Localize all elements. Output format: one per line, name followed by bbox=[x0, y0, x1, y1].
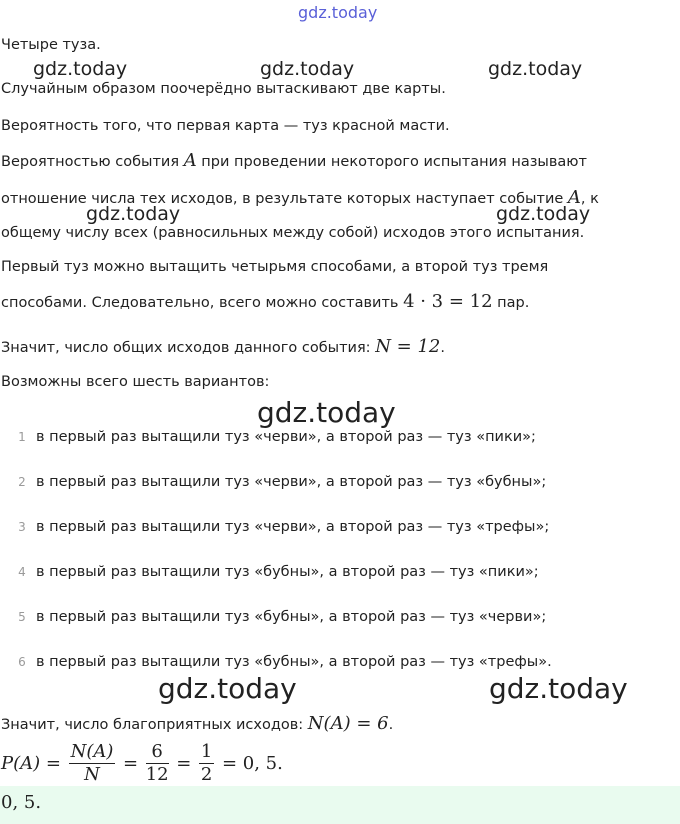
list-item-text: в первый раз вытащили туз «бубны», а второй раз — туз «пики»; bbox=[36, 564, 539, 580]
text-line bbox=[1, 150, 587, 171]
watermark: gdz.today bbox=[260, 58, 355, 80]
text-line: Вероятность того, что первая карта — туз красной масти. bbox=[1, 118, 450, 134]
probability-formula bbox=[1, 741, 283, 786]
text-line bbox=[1, 291, 529, 312]
math-expression: N = 12 bbox=[375, 336, 441, 357]
list-item bbox=[16, 429, 536, 445]
fraction-numerator: N(A) bbox=[70, 741, 114, 762]
list-number: 4 bbox=[18, 565, 26, 579]
list-number: 2 bbox=[18, 475, 26, 489]
watermark: gdz.today bbox=[298, 3, 378, 22]
text-line: Возможны всего шесть вариантов: bbox=[1, 374, 270, 390]
text-line: Первый туз можно вытащить четырьмя способами, а второй туз тремя bbox=[1, 259, 549, 275]
text-fragment: . bbox=[440, 340, 445, 356]
list-item-text: в первый раз вытащили туз «черви», а второй раз — туз «пики»; bbox=[36, 429, 536, 445]
watermark: gdz.today bbox=[257, 396, 396, 429]
list-number: 3 bbox=[18, 520, 26, 534]
text-fragment: способами. Следовательно, всего можно составить bbox=[1, 295, 404, 311]
watermark: gdz.today bbox=[496, 203, 591, 225]
text-fragment: отношение числа тех исходов, в результате которых наступает событие bbox=[1, 191, 568, 207]
watermark: gdz.today bbox=[489, 672, 628, 705]
list-item-text: в первый раз вытащили туз «черви», а второй раз — туз «трефы»; bbox=[36, 519, 550, 535]
list-item bbox=[16, 519, 549, 535]
fraction-denominator: 2 bbox=[200, 764, 213, 785]
list-number: 5 bbox=[18, 610, 26, 624]
watermark: gdz.today bbox=[86, 203, 181, 225]
list-item-text: в первый раз вытащили туз «бубны», а второй раз — туз «трефы». bbox=[36, 654, 552, 670]
list-item-text: в первый раз вытащили туз «черви», а второй раз — туз «бубны»; bbox=[36, 474, 547, 490]
text-fragment: Значит, число благоприятных исходов: bbox=[1, 717, 308, 733]
math-expression: N(A) = 6 bbox=[307, 713, 389, 734]
text-fragment: при проведении некоторого испытания называют bbox=[196, 154, 587, 170]
text-line bbox=[1, 713, 393, 734]
math-var: A bbox=[183, 150, 197, 171]
text-line: общему числу всех (равносильных между собой) исходов этого испытания. bbox=[1, 225, 585, 241]
math-var: A bbox=[567, 187, 581, 208]
math-expression: 4 · 3 = 12 bbox=[403, 291, 493, 312]
fraction-numerator: 6 bbox=[146, 741, 169, 764]
watermark: gdz.today bbox=[33, 58, 128, 80]
fraction-denominator: N bbox=[84, 764, 100, 785]
equals-sign: = bbox=[122, 753, 139, 774]
text-fragment: Вероятностью события bbox=[1, 154, 184, 170]
text-line bbox=[1, 336, 445, 357]
list-number: 1 bbox=[18, 430, 26, 444]
list-item bbox=[16, 654, 552, 670]
watermark: gdz.today bbox=[158, 672, 297, 705]
fraction-denominator: 12 bbox=[145, 764, 169, 785]
text-fragment: , к bbox=[580, 191, 599, 207]
text-fragment: пар. bbox=[492, 295, 530, 311]
fraction-numerator: 1 bbox=[200, 741, 213, 762]
fraction bbox=[69, 741, 116, 786]
text-line: Случайным образом поочерёдно вытаскивают две карты. bbox=[1, 81, 446, 97]
formula-rhs: = 0, 5. bbox=[221, 753, 283, 774]
text-fragment: Значит, число общих исходов данного события: bbox=[1, 340, 376, 356]
answer-value: 0, 5. bbox=[1, 792, 42, 813]
list-item-text: в первый раз вытащили туз «бубны», а второй раз — туз «черви»; bbox=[36, 609, 547, 625]
list-number: 6 bbox=[18, 655, 26, 669]
fraction bbox=[199, 741, 214, 786]
text-fragment: . bbox=[388, 717, 394, 733]
list-item bbox=[16, 609, 546, 625]
equals-sign: = bbox=[176, 753, 192, 774]
list-item bbox=[16, 564, 539, 580]
formula-lhs: P(A) = bbox=[1, 753, 61, 774]
text-line bbox=[1, 187, 599, 208]
list-item bbox=[16, 474, 546, 490]
answer-box bbox=[0, 786, 680, 824]
watermark: gdz.today bbox=[488, 58, 583, 80]
fraction bbox=[146, 741, 169, 786]
text-line: Четыре туза. bbox=[1, 37, 101, 53]
